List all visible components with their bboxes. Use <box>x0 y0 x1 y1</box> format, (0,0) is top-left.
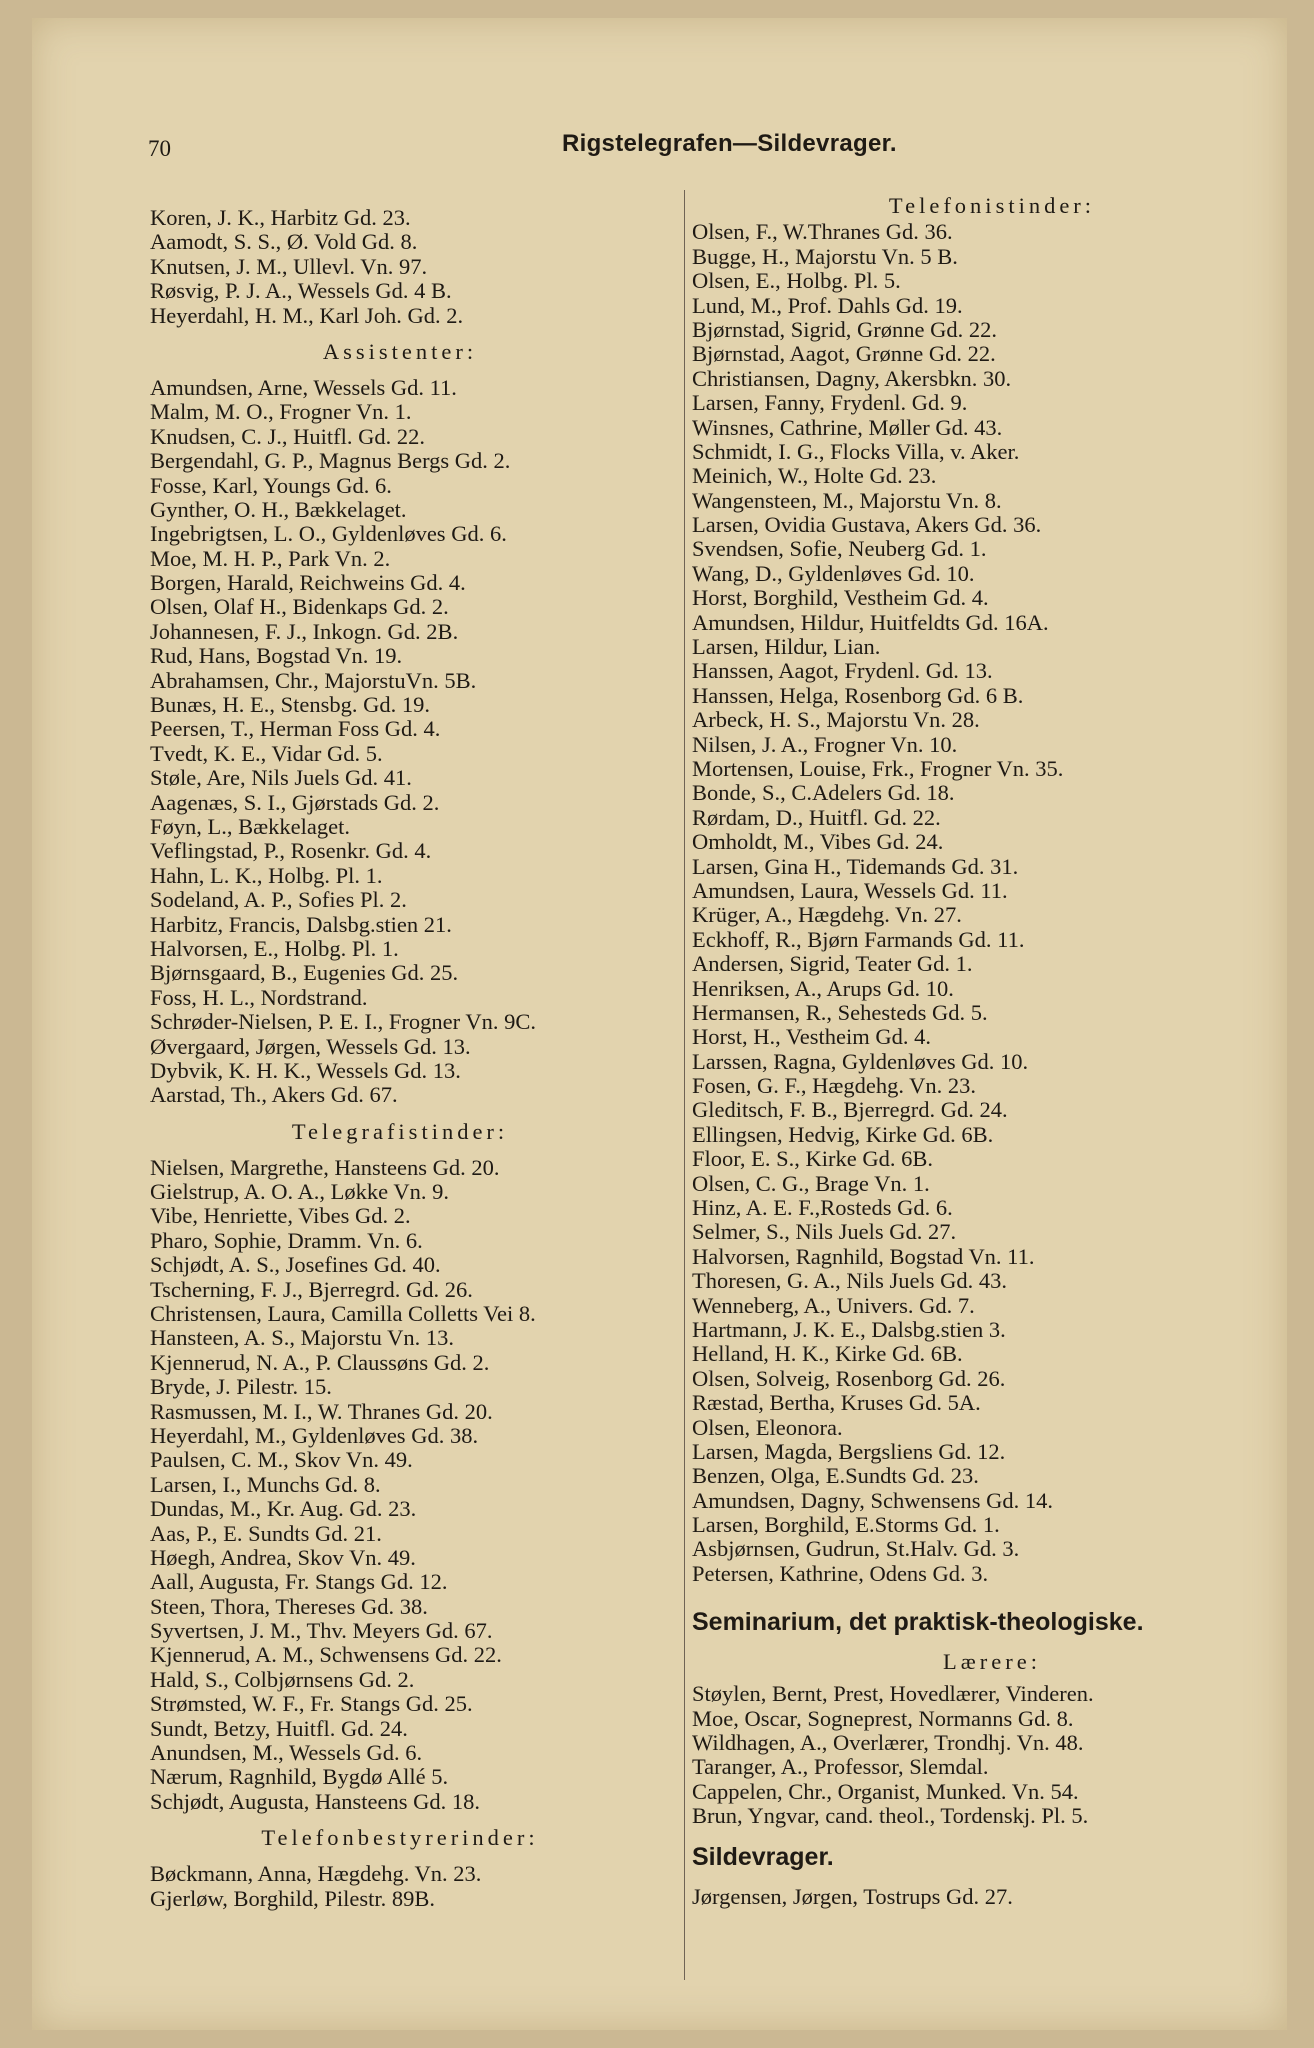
directory-entry: Høegh, Andrea, Skov Vn. 49. <box>150 1544 416 1570</box>
entry-list-telegrafistinder <box>150 1156 710 1815</box>
page-header-title: Rigstelegrafen—Sildevrager. <box>562 130 897 157</box>
directory-entry: Aagenæs, S. I., Gjørstads Gd. 2. <box>150 789 440 815</box>
directory-entry: Wenneberg, A., Univers. Gd. 7. <box>692 1292 975 1318</box>
directory-entry: Horst, H., Vestheim Gd. 4. <box>692 1024 931 1050</box>
directory-entry: Peersen, T., Herman Foss Gd. 4. <box>150 716 441 742</box>
document-page <box>32 18 1287 2030</box>
directory-entry: Støylen, Bernt, Prest, Hovedlærer, Vinderen. <box>692 1681 1094 1707</box>
directory-entry: Asbjørnsen, Gudrun, St.Halv. Gd. 3. <box>692 1536 1020 1562</box>
directory-entry: Nilsen, J. A., Frogner Vn. 10. <box>692 731 958 757</box>
directory-entry: Bjørnsgaard, B., Eugenies Gd. 25. <box>150 960 459 986</box>
directory-entry: Kjennerud, N. A., P. Claussøns Gd. 2. <box>150 1349 490 1375</box>
directory-entry: Arbeck, H. S., Majorstu Vn. 28. <box>692 707 980 733</box>
directory-entry: Winsnes, Cathrine, Møller Gd. 43. <box>692 414 1003 440</box>
directory-entry: Pharo, Sophie, Dramm. Vn. 6. <box>150 1227 423 1253</box>
entry-list-telefonistinder <box>692 220 1292 1586</box>
directory-entry: Larsen, I., Munchs Gd. 8. <box>150 1471 381 1497</box>
directory-entry: Støle, Are, Nils Juels Gd. 41. <box>150 765 412 791</box>
directory-entry: Olsen, E., Holbg. Pl. 5. <box>692 268 901 294</box>
directory-entry: Veflingstad, P., Rosenkr. Gd. 4. <box>150 838 432 864</box>
directory-entry: Larsen, Gina H., Tidemands Gd. 31. <box>692 853 1019 879</box>
directory-entry: Jørgensen, Jørgen, Tostrups Gd. 27. <box>692 1883 1013 1909</box>
section-heading-laerere: Lærere: <box>943 1649 1041 1675</box>
directory-entry: Steen, Thora, Thereses Gd. 38. <box>150 1593 428 1619</box>
directory-entry: Tscherning, F. J., Bjerregrd. Gd. 26. <box>150 1276 473 1302</box>
directory-entry: Knutsen, J. M., Ullevl. Vn. 97. <box>150 253 428 279</box>
directory-entry: Eckhoff, R., Bjørn Farmands Gd. 11. <box>692 926 1025 952</box>
directory-entry: Dybvik, K. H. K., Wessels Gd. 13. <box>150 1057 461 1083</box>
directory-entry: Larsen, Hildur, Lian. <box>692 634 881 660</box>
directory-entry: Wildhagen, A., Overlærer, Trondhj. Vn. 48. <box>692 1730 1084 1756</box>
directory-entry: Dundas, M., Kr. Aug. Gd. 23. <box>150 1496 417 1522</box>
directory-entry: Andersen, Sigrid, Teater Gd. 1. <box>692 951 973 977</box>
directory-entry: Rørdam, D., Huitfl. Gd. 22. <box>692 804 941 830</box>
directory-entry: Borgen, Harald, Reichweins Gd. 4. <box>150 570 466 596</box>
directory-entry: Henriksen, A., Arups Gd. 10. <box>692 975 954 1001</box>
directory-entry: Amundsen, Hildur, Huitfeldts Gd. 16A. <box>692 609 1049 635</box>
directory-entry: Brun, Yngvar, cand. theol., Tordenskj. Pl. 5. <box>692 1803 1089 1829</box>
directory-entry: Nielsen, Margrethe, Hansteens Gd. 20. <box>150 1154 500 1180</box>
directory-entry: Fosen, G. F., Hægdehg. Vn. 23. <box>692 1073 977 1099</box>
directory-entry: Hald, S., Colbjørnsens Gd. 2. <box>150 1666 415 1692</box>
directory-entry: Thoresen, G. A., Nils Juels Gd. 43. <box>692 1268 1007 1294</box>
directory-entry: Olsen, Eleonora. <box>692 1414 843 1440</box>
directory-entry: Halvorsen, E., Holbg. Pl. 1. <box>150 935 399 961</box>
directory-entry: Bonde, S., C.Adelers Gd. 18. <box>692 780 955 806</box>
directory-entry: Bjørnstad, Sigrid, Grønne Gd. 22. <box>692 316 997 342</box>
directory-entry: Ellingsen, Hedvig, Kirke Gd. 6B. <box>692 1121 994 1147</box>
directory-entry: Foss, H. L., Nordstrand. <box>150 984 368 1010</box>
directory-entry: Taranger, A., Professor, Slemdal. <box>692 1754 989 1780</box>
entry-list-telefonbestyrerinder <box>150 1862 710 1911</box>
directory-entry: Mortensen, Louise, Frk., Frogner Vn. 35. <box>692 755 1064 781</box>
directory-entry: Amundsen, Arne, Wessels Gd. 11. <box>150 374 457 400</box>
directory-entry: Strømsted, W. F., Fr. Stangs Gd. 25. <box>150 1691 473 1717</box>
directory-entry: Amundsen, Dagny, Schwensens Gd. 14. <box>692 1487 1053 1513</box>
directory-entry: Bøckmann, Anna, Hægdehg. Vn. 23. <box>150 1861 482 1887</box>
directory-entry: Krüger, A., Hægdehg. Vn. 27. <box>692 902 962 928</box>
directory-entry: Helland, H. K., Kirke Gd. 6B. <box>692 1341 963 1367</box>
directory-entry: Johannesen, F. J., Inkogn. Gd. 2B. <box>150 618 459 644</box>
directory-entry: Gjerløw, Borghild, Pilestr. 89B. <box>150 1885 436 1911</box>
directory-entry: Bergendahl, G. P., Magnus Bergs Gd. 2. <box>150 448 511 474</box>
directory-entry: Hinz, A. E. F.,Rosteds Gd. 6. <box>692 1195 953 1221</box>
directory-entry: Bryde, J. Pilestr. 15. <box>150 1374 332 1400</box>
directory-entry: Gielstrup, A. O. A., Løkke Vn. 9. <box>150 1179 449 1205</box>
directory-entry: Christensen, Laura, Camilla Colletts Vei 8. <box>150 1301 536 1327</box>
directory-entry: Hanssen, Aagot, Frydenl. Gd. 13. <box>692 658 993 684</box>
directory-entry: Olsen, F., W.Thranes Gd. 36. <box>692 219 953 245</box>
directory-entry: Bugge, H., Majorstu Vn. 5 B. <box>692 243 958 269</box>
directory-entry: Aarstad, Th., Akers Gd. 67. <box>150 1082 398 1108</box>
directory-entry: Tvedt, K. E., Vidar Gd. 5. <box>150 740 383 766</box>
directory-entry: Hahn, L. K., Holbg. Pl. 1. <box>150 862 383 888</box>
directory-entry: Schjødt, A. S., Josefines Gd. 40. <box>150 1252 441 1278</box>
directory-entry: Aas, P., E. Sundts Gd. 21. <box>150 1520 382 1546</box>
directory-entry: Malm, M. O., Frogner Vn. 1. <box>150 399 412 425</box>
directory-entry: Heyerdahl, M., Gyldenløves Gd. 38. <box>150 1422 479 1448</box>
directory-entry: Cappelen, Chr., Organist, Munked. Vn. 54. <box>692 1778 1079 1804</box>
entry-list-laerere <box>692 1682 1292 1828</box>
directory-entry: Øvergaard, Jørgen, Wessels Gd. 13. <box>150 1033 471 1059</box>
section-heading-seminarium: Seminarium, det praktisk-theologiske. <box>692 1608 1144 1637</box>
directory-entry: Meinich, W., Holte Gd. 23. <box>692 463 937 489</box>
directory-entry: Aall, Augusta, Fr. Stangs Gd. 12. <box>150 1569 448 1595</box>
directory-entry: Knudsen, C. J., Huitfl. Gd. 22. <box>150 423 425 449</box>
directory-entry: Koren, J. K., Harbitz Gd. 23. <box>150 205 411 230</box>
directory-entry: Petersen, Kathrine, Odens Gd. 3. <box>692 1560 989 1586</box>
directory-entry: Larsen, Ovidia Gustava, Akers Gd. 36. <box>692 512 1042 538</box>
right-column <box>692 194 1292 1909</box>
directory-entry: Floor, E. S., Kirke Gd. 6B. <box>692 1146 933 1172</box>
directory-entry: Schjødt, Augusta, Hansteens Gd. 18. <box>150 1788 480 1814</box>
directory-entry: Svendsen, Sofie, Neuberg Gd. 1. <box>692 536 987 562</box>
directory-entry: Fosse, Karl, Youngs Gd. 6. <box>150 472 392 498</box>
directory-entry: Hartmann, J. K. E., Dalsbg.stien 3. <box>692 1316 1006 1342</box>
directory-entry: Wangensteen, M., Majorstu Vn. 8. <box>692 487 1002 513</box>
entry-list-assistenter <box>150 376 710 1108</box>
directory-entry: Larsen, Borghild, E.Storms Gd. 1. <box>692 1512 1000 1538</box>
directory-entry: Schrøder-Nielsen, P. E. I., Frogner Vn. 9C. <box>150 1009 536 1035</box>
directory-entry: Harbitz, Francis, Dalsbg.stien 21. <box>150 911 452 937</box>
directory-entry: Ingebrigtsen, L. O., Gyldenløves Gd. 6. <box>150 521 507 547</box>
directory-entry: Larsen, Fanny, Frydenl. Gd. 9. <box>692 390 968 416</box>
directory-entry: Sundt, Betzy, Huitfl. Gd. 24. <box>150 1715 408 1741</box>
directory-entry: Lund, M., Prof. Dahls Gd. 19. <box>692 292 963 318</box>
directory-entry: Amundsen, Laura, Wessels Gd. 11. <box>692 877 1008 903</box>
directory-entry: Røsvig, P. J. A., Wessels Gd. 4 B. <box>150 278 452 304</box>
directory-entry: Moe, Oscar, Sogneprest, Normanns Gd. 8. <box>692 1705 1074 1731</box>
directory-entry: Halvorsen, Ragnhild, Bogstad Vn. 11. <box>692 1243 1035 1269</box>
directory-entry: Omholdt, M., Vibes Gd. 24. <box>692 829 944 855</box>
directory-entry: Hansteen, A. S., Majorstu Vn. 13. <box>150 1325 454 1351</box>
directory-entry: Bunæs, H. E., Stensbg. Gd. 19. <box>150 692 431 718</box>
directory-entry: Schmidt, I. G., Flocks Villa, v. Aker. <box>692 438 1020 464</box>
directory-entry: Rasmussen, M. I., W. Thranes Gd. 20. <box>150 1398 493 1424</box>
directory-entry: Selmer, S., Nils Juels Gd. 27. <box>692 1219 957 1245</box>
directory-entry: Hanssen, Helga, Rosenborg Gd. 6 B. <box>692 682 1024 708</box>
directory-entry: Sodeland, A. P., Sofies Pl. 2. <box>150 887 407 913</box>
directory-entry: Paulsen, C. M., Skov Vn. 49. <box>150 1447 413 1473</box>
directory-entry: Anundsen, M., Wessels Gd. 6. <box>150 1740 423 1766</box>
directory-entry: Rud, Hans, Bogstad Vn. 19. <box>150 643 403 669</box>
entry-list-sildevrager <box>692 1885 1292 1909</box>
directory-entry: Olsen, Solveig, Rosenborg Gd. 26. <box>692 1365 1006 1391</box>
page-number: 70 <box>148 136 171 161</box>
directory-entry: Hermansen, R., Sehesteds Gd. 5. <box>692 999 988 1025</box>
section-heading-telegrafistinder: Telegrafistinder: <box>291 1118 509 1144</box>
directory-entry: Nærum, Ragnhild, Bygdø Allé 5. <box>150 1764 449 1790</box>
directory-entry: Olsen, C. G., Brage Vn. 1. <box>692 1170 930 1196</box>
directory-entry: Aamodt, S. S., Ø. Vold Gd. 8. <box>150 229 418 255</box>
directory-entry: Larsen, Magda, Bergsliens Gd. 12. <box>692 1438 1006 1464</box>
directory-entry: Syvertsen, J. M., Thv. Meyers Gd. 67. <box>150 1618 493 1644</box>
section-heading-sildevrager: Sildevrager. <box>692 1842 834 1871</box>
section-heading-telefonistinder: Telefonistinder: <box>888 193 1096 218</box>
directory-entry: Vibe, Henriette, Vibes Gd. 2. <box>150 1203 411 1229</box>
directory-entry: Horst, Borghild, Vestheim Gd. 4. <box>692 585 989 611</box>
entry-list-top <box>150 206 710 328</box>
directory-entry: Christiansen, Dagny, Akersbkn. 30. <box>692 365 1012 391</box>
directory-entry: Heyerdahl, H. M., Karl Joh. Gd. 2. <box>150 302 464 328</box>
directory-entry: Kjennerud, A. M., Schwensens Gd. 22. <box>150 1642 502 1668</box>
section-heading-assistenter: Assistenter: <box>322 338 478 364</box>
directory-entry: Bjørnstad, Aagot, Grønne Gd. 22. <box>692 341 996 367</box>
directory-entry: Wang, D., Gyldenløves Gd. 10. <box>692 560 975 586</box>
directory-entry: Benzen, Olga, E.Sundts Gd. 23. <box>692 1463 979 1489</box>
section-heading-telefonbestyrerinder: Telefonbestyrerinder: <box>261 1825 539 1851</box>
directory-entry: Olsen, Olaf H., Bidenkaps Gd. 2. <box>150 594 449 620</box>
directory-entry: Føyn, L., Bækkelaget. <box>150 813 350 839</box>
directory-entry: Gleditsch, F. B., Bjerregrd. Gd. 24. <box>692 1097 1008 1123</box>
left-column <box>150 206 710 1911</box>
directory-entry: Abrahamsen, Chr., MajorstuVn. 5B. <box>150 667 477 693</box>
directory-entry: Gynther, O. H., Bækkelaget. <box>150 496 407 522</box>
directory-entry: Larssen, Ragna, Gyldenløves Gd. 10. <box>692 1048 1029 1074</box>
directory-entry: Moe, M. H. P., Park Vn. 2. <box>150 545 391 571</box>
directory-entry: Ræstad, Bertha, Kruses Gd. 5A. <box>692 1390 981 1416</box>
